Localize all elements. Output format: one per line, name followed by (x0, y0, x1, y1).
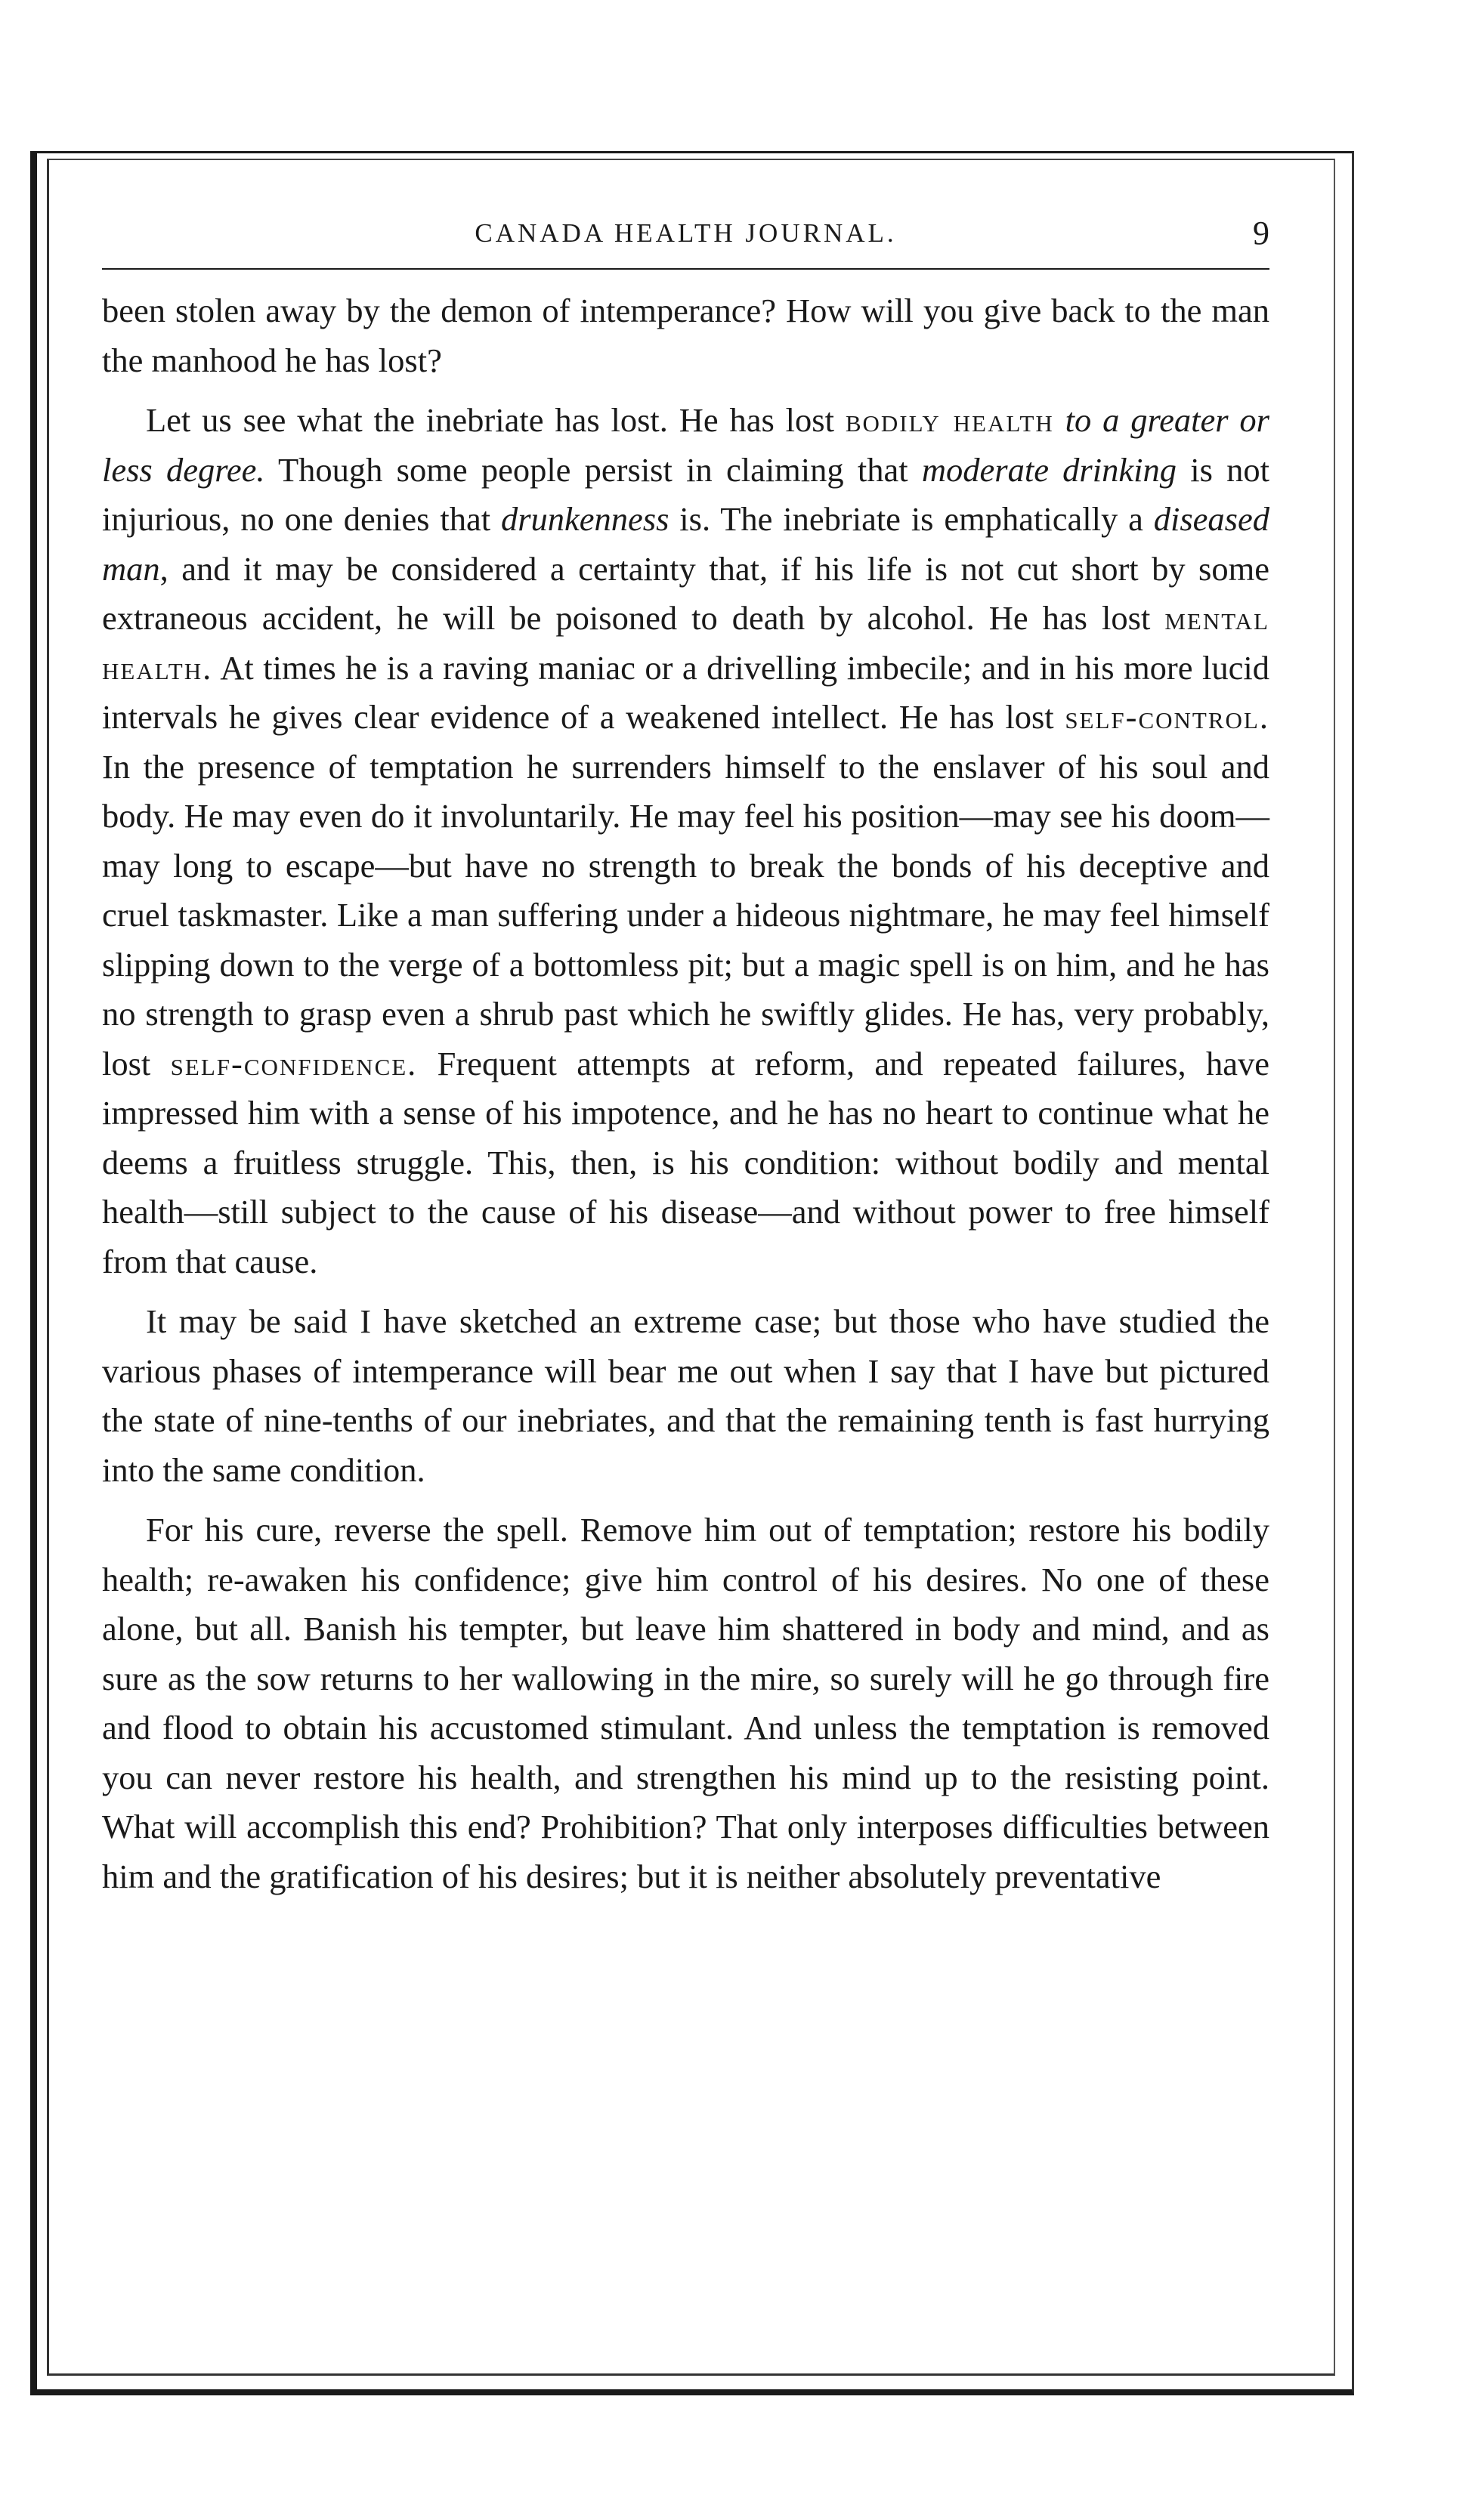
text-run: At times he is a raving maniac or a drivelling imbecile; and in his more lucid intervals he gives clear evidence of a weakened intellect. He has lost (102, 648, 1269, 736)
text-run: Let us see what the inebriate has lost. He has lost (146, 401, 846, 439)
italic-text: diseased man (102, 500, 1269, 588)
journal-page (102, 208, 1269, 1901)
italic-text: to a greater or less degree. (102, 401, 1269, 489)
small-caps-text: mental health. (102, 599, 1269, 687)
journal-title: CANADA HEALTH JOURNAL. (475, 218, 897, 248)
text-run: In the presence of temptation he surrenders himself to the enslaver of his soul and body. He may even do it involuntarily. He may feel his position—may see his doom—may long to escape—but have no strength to break the bonds of his deceptive and cruel taskmaster. Like a man suffering under a hideous nightmare, he may feel himself slipping down to the verge of a bottomless pit; but a magic spell is on him, and he has no strength to grasp even a shrub past which he swiftly glides. He has, very probably, lost (102, 747, 1269, 1082)
small-caps-text: bodily health (845, 401, 1054, 439)
paragraph (102, 1297, 1269, 1495)
text-run: For his cure, reverse the spell. Remove him out of temptation; restore his bodily health; re-awaken his confidence; give him control of his desires. No one of these alone, but all. Banish his tempter, but leave him shattered in body and mind, and as sure as the sow returns to her wallowing in the mire, so surely will he go through fire and flood to obtain his accustomed stimulant. And unless the temptation is removed you can never restore his health, and strengthen his mind up to the resisting point. What will accomplish this end? Prohibition? That only interposes difficulties between him and the gratification of his desires; but it is neither absolutely preventative (102, 1511, 1269, 1895)
article-body (102, 286, 1269, 1901)
text-run: is. The inebriate is emphatically a (669, 500, 1154, 538)
paragraph (102, 286, 1269, 385)
italic-text: moderate drinking (921, 450, 1177, 489)
running-head (102, 208, 1269, 270)
text-run: , and it may be considered a certainty that, if his life is not cut short by some extraneous accident, he will be poisoned to death by alcohol. He has lost (102, 549, 1269, 637)
text-run: is not injurious, no one denies that (102, 450, 1270, 538)
paragraph (102, 1506, 1269, 1901)
small-caps-text: self-control. (1065, 698, 1269, 736)
text-run: Though some people persist in claiming that (264, 450, 922, 489)
italic-text: drunkenness (500, 500, 669, 538)
page-number: 9 (1253, 215, 1269, 252)
paragraph (102, 396, 1269, 1286)
text-run: Frequent attempts at reform, and repeated failures, have impressed him with a sense of his impotence, and he has no heart to continue what he deems a fruitless struggle. This, then, is his condition: without bodily and mental health—still subject to the cause of his disease—and without power to free himself from that cause. (102, 1044, 1269, 1280)
small-caps-text: self-confidence. (170, 1044, 418, 1082)
text-run: been stolen away by the demon of intemperance? How will you give back to the man the manhood he has lost? (102, 292, 1269, 379)
text-run: It may be said I have sketched an extreme case; but those who have studied the various phases of intemperance will bear me out when I say that I have but pictured the state of nine-tenths of our inebriates, and that the remaining tenth is fast hurrying into the same condition. (102, 1302, 1269, 1489)
